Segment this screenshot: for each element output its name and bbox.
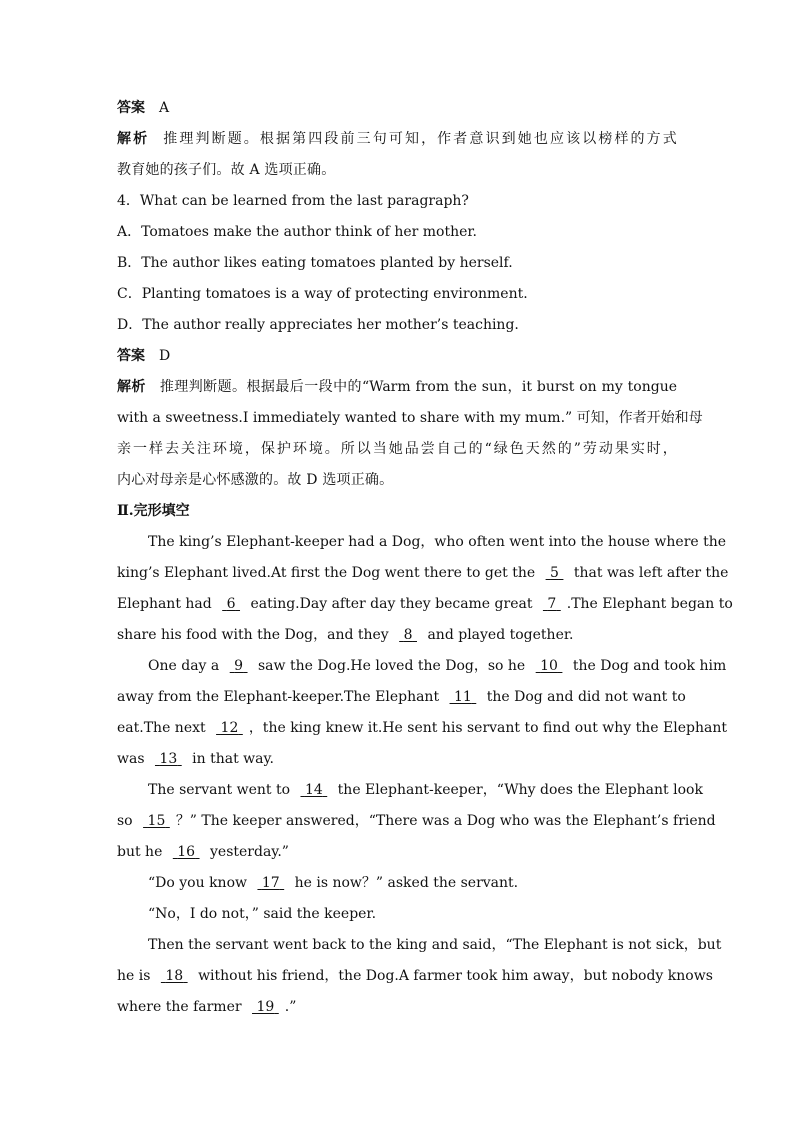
cloze-blank-13: 13: [159, 751, 178, 767]
passage-text: ？” The keeper answered，“There was a Dog who was the Elephant’s friend: [175, 813, 716, 829]
explanation-label: 解析: [117, 379, 146, 395]
cloze-blank-6: 6: [226, 596, 236, 612]
cloze-blank-8: 8: [403, 627, 413, 643]
answer-line: [117, 93, 677, 124]
answer-line: [117, 341, 677, 372]
passage-line: [117, 651, 727, 682]
answer-value: D: [159, 348, 171, 364]
option-a: A．Tomatoes make the author think of her mother.: [117, 224, 477, 240]
cloze-blank-7: 7: [547, 596, 557, 612]
passage-text: in that way.: [192, 751, 274, 767]
explanation-line: 亲一样去关注环境，保护环境。所以当她品尝自己的“绿色天然的”劳动果实时，: [117, 441, 677, 457]
passage-line: The king’s Elephant-keeper had a Dog，who often went into the house where the: [148, 534, 727, 550]
explanation-line: [117, 155, 677, 186]
passage-line: [117, 713, 727, 744]
passage-text: saw the Dog.He loved the Dog，so he: [257, 658, 526, 674]
answer-label: 答案: [117, 348, 145, 364]
cloze-blank-5: 5: [550, 565, 559, 581]
passage-line: [117, 682, 686, 713]
passage-text: and played together.: [427, 627, 574, 643]
passage-line: Then the servant went back to the king and said，“The Elephant is not sick，but: [148, 937, 722, 953]
cloze-blank-18: 18: [165, 968, 184, 984]
passage-text: so: [117, 813, 133, 829]
passage-text: without his friend，the Dog.A farmer took him away，but nobody knows: [198, 968, 713, 984]
passage-text: eat.The next: [117, 720, 206, 736]
question-stem: 4．What can be learned from the last paragraph?: [117, 193, 469, 209]
passage-text: away from the Elephant-keeper.The Elephant: [117, 689, 440, 705]
passage-line: [117, 806, 716, 837]
passage-line: [117, 837, 677, 868]
passage-text: .The Elephant began to: [566, 596, 733, 612]
option-b: B．The author likes eating tomatoes planted by herself.: [117, 255, 513, 271]
passage-text: where the farmer: [117, 999, 242, 1015]
answer-label: 答案: [117, 100, 145, 116]
explanation-text: 推理判断题。根据第四段前三句可知，作者意识到她也应该以榜样的方式: [163, 131, 677, 147]
option-d: D．The author really appreciates her mother’s teaching.: [117, 317, 519, 333]
cloze-blank-19: 19: [256, 999, 275, 1015]
passage-text: king’s Elephant lived.At first the Dog went there to get the: [117, 565, 536, 581]
passage-line: [117, 589, 733, 620]
passage-text: he is: [117, 968, 151, 984]
explanation-text: 教育她的孩子们。故 A 选项正确。: [117, 162, 336, 178]
passage-text: he is now？” asked the servant.: [294, 875, 519, 891]
explanation-line: [117, 124, 677, 155]
passage-text: but he: [117, 844, 163, 860]
cloze-blank-10: 10: [540, 658, 558, 674]
passage-text: the Dog and took him: [572, 658, 727, 674]
explanation-line: [117, 372, 677, 403]
answer-value: A: [159, 100, 170, 116]
passage-line: [117, 744, 677, 775]
passage-text: the Dog and did not want to: [486, 689, 686, 705]
section-title: Ⅱ.完形填空: [117, 503, 190, 519]
explanation-line: with a sweetness.I immediately wanted to share with my mum.” 可知，作者开始和母: [117, 410, 703, 426]
option-c: C．Planting tomatoes is a way of protecting environment.: [117, 286, 528, 302]
cloze-blank-11: 11: [453, 689, 472, 705]
passage-line: “No，I do not，” said the keeper.: [148, 906, 377, 922]
passage-text: the Elephant-keeper，“Why does the Elephant look: [337, 782, 703, 798]
explanation-text: 推理判断题。根据最后一段中的“Warm from the sun，it burst on my tongue: [159, 379, 677, 395]
cloze-blank-9: 9: [234, 658, 244, 674]
explanation-label: 解析: [117, 131, 150, 147]
cloze-blank-12: 12: [220, 720, 239, 736]
passage-text: ，the king knew it.He sent his servant to find out why the Elephant: [248, 720, 727, 736]
passage-text: The servant went to: [148, 782, 291, 798]
document-page: [117, 93, 733, 1023]
passage-text: eating.Day after day they became great: [250, 596, 533, 612]
passage-text: .”: [284, 999, 297, 1015]
passage-line: [117, 961, 713, 992]
cloze-blank-14: 14: [304, 782, 323, 798]
explanation-line: 内心对母亲是心怀感激的。故 D 选项正确。: [117, 472, 394, 488]
cloze-blank-16: 16: [177, 844, 196, 860]
passage-line: [117, 868, 677, 899]
cloze-blank-17: 17: [261, 875, 280, 891]
passage-text: share his food with the Dog，and they: [117, 627, 389, 643]
passage-text: One day a: [148, 658, 220, 674]
passage-text: that was left after the: [573, 565, 729, 581]
passage-text: “Do you know: [148, 875, 247, 891]
passage-text: Elephant had: [117, 596, 212, 612]
passage-line: [117, 775, 703, 806]
passage-line: [117, 620, 677, 651]
passage-line: [117, 992, 677, 1023]
cloze-blank-15: 15: [147, 813, 166, 829]
passage-text: yesterday.”: [210, 844, 289, 860]
passage-line: [117, 558, 729, 589]
passage-text: was: [117, 751, 145, 767]
